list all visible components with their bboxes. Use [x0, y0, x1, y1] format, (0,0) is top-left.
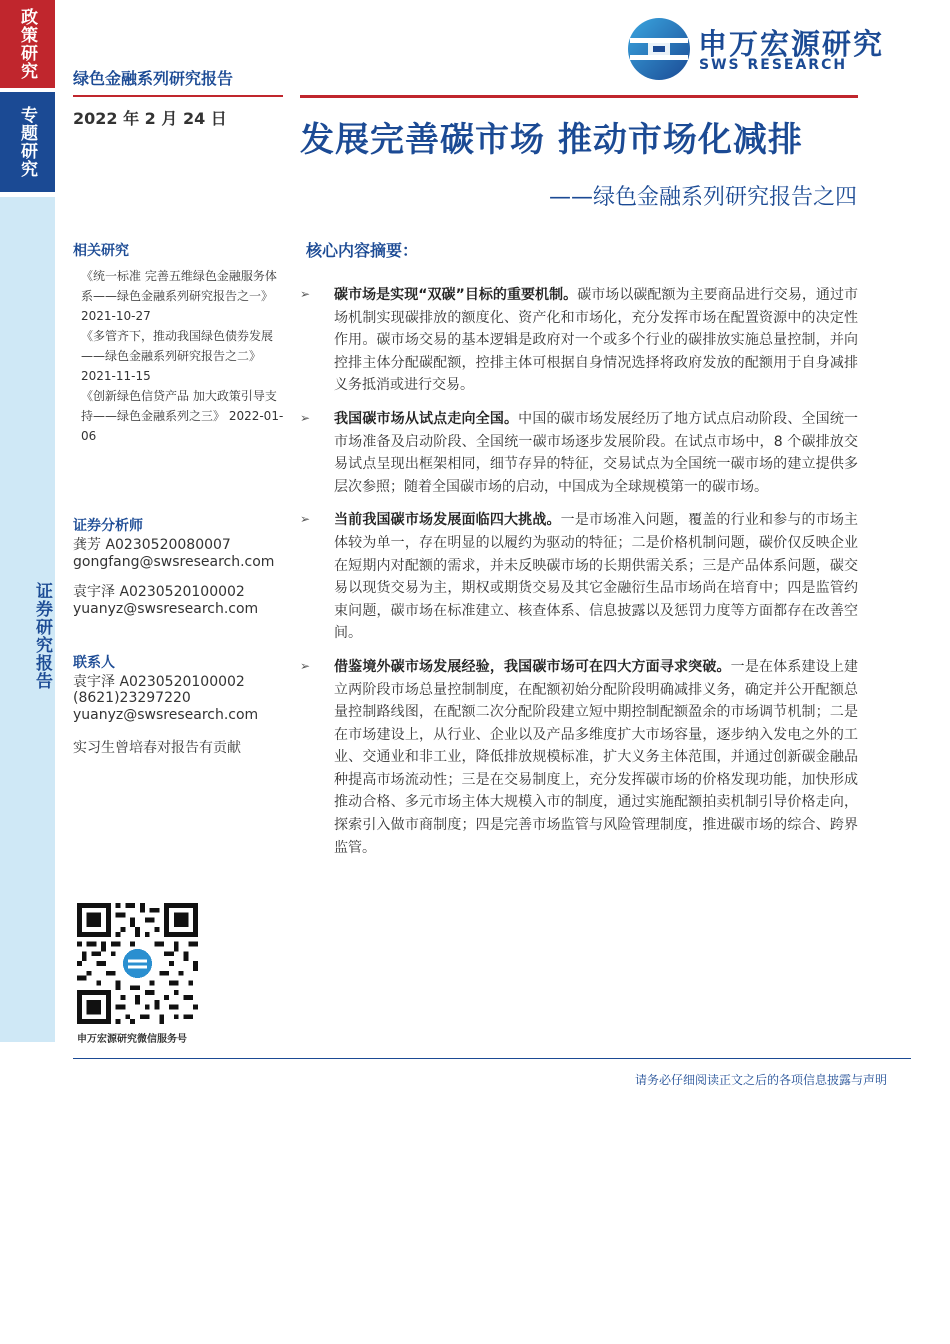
- related-research-heading: 相关研究: [73, 243, 129, 259]
- summary-bullet: [300, 408, 858, 498]
- summary-bullets: [300, 284, 858, 870]
- bullet-arrow-icon: ➢: [300, 512, 311, 527]
- bullet-arrow-icon: ➢: [300, 287, 311, 301]
- side-tab-securities-report: 证券研究报告: [0, 197, 55, 1042]
- logo-text-en: SWS RESEARCH: [699, 57, 848, 73]
- wechat-qr-code: [77, 903, 198, 1024]
- report-date: 2022 年 2 月 24 日: [73, 109, 227, 128]
- analyst-heading: 证券分析师: [73, 518, 143, 534]
- contact-phone: (8621)23297220: [73, 690, 191, 706]
- contact-email[interactable]: yuanyz@swsresearch.com: [73, 706, 259, 723]
- bullet-body: 碳市场以碳配额为主要商品进行交易，通过市场机制实现碳排放的额度化、资产化和市场化，充分发挥市场在配置资源中的决定性作用。碳市场交易的基本逻辑是政府对一个或多个行业的碳排放实施总量控制，并向控排主体分配碳配额，控排主体可根据自身情况选择将政府发放的配额用于自身减排义务抵消或进行交易。: [334, 287, 859, 394]
- related-item[interactable]: 《统一标准 完善五维绿色金融服务体系——绿色金融系列研究报告之一》 2021-10-27: [81, 269, 277, 323]
- summary-bullet: [300, 656, 858, 859]
- summary-bullet: [300, 509, 858, 645]
- logo-text-cn: 申万宏源研究: [698, 27, 885, 61]
- report-subtitle: ——绿色金融系列研究报告之四: [548, 185, 857, 210]
- contact-section: [73, 655, 293, 723]
- sws-logo: [626, 14, 888, 84]
- footer-divider: [73, 1058, 911, 1059]
- side-tab-special-research: 专题研究: [0, 92, 55, 192]
- bullet-arrow-icon: ➢: [300, 658, 311, 673]
- bullet-body: 中国的碳市场发展经历了地方试点启动阶段、全国统一市场准备及启动阶段、全国统一碳市场逐步发展阶段。在试点市场中，8 个碳排放交易试点呈现出框架相同，细节存异的特征，交易试点为全国统一碳市场的建立提供多层次参照；随着全国碳市场的启动，中国成为全球规模第一的碳市场。: [334, 410, 859, 495]
- series-title: 绿色金融系列研究报告: [73, 69, 234, 88]
- analyst-email[interactable]: gongfang@swsresearch.com: [73, 554, 275, 570]
- contact-heading: 联系人: [73, 655, 115, 671]
- analyst-section: [73, 518, 293, 618]
- report-title: 发展完善碳市场 推动市场化减排: [300, 120, 803, 160]
- disclaimer-text: 请务必仔细阅读正文之后的各项信息披露与声明: [634, 1073, 887, 1087]
- analyst-name-id: 龚芳 A0230520080007: [73, 537, 231, 553]
- bullet-lead: 我国碳市场从试点走向全国。: [334, 410, 519, 427]
- header-divider-left: [73, 95, 283, 97]
- summary-heading: 核心内容摘要：: [306, 241, 419, 260]
- bullet-body: 一是在体系建设上建立两阶段市场总量控制制度，在配额初始分配阶段明确减排义务，确定并公开配额总量控制路线图，在配额二次分配阶段建立短中期控制配额盈余的市场调节机制；二是在市场建设上，从行业、企业以及产品多维度扩大市场容量，逐步纳入发电之外的工业、交通业和非工业，降低排放规模标准，扩大义务主体范围，并通过创新碳金融品种提高市场流动性；三是在交易制度上，充分发挥碳市场的价格发现功能，加快形成推动合格、多元市场主体大规模入市的制度，通过实施配额拍卖机制引导价格走向，探索引入做市商制度；四是完善市场监管与风险管理制度，推进碳市场的综合、跨界监管。: [334, 658, 859, 856]
- bullet-arrow-icon: ➢: [300, 410, 311, 425]
- bullet-lead: 当前我国碳市场发展面临四大挑战。: [334, 512, 561, 529]
- qr-caption: 申万宏源研究微信服务号: [77, 1034, 187, 1045]
- bullet-lead: 碳市场是实现“双碳”目标的重要机制。: [334, 287, 578, 303]
- related-research: [73, 240, 288, 446]
- contact-name-id: 袁宇泽 A0230520100002: [73, 673, 245, 690]
- analyst-name-id: 袁宇泽 A0230520100002: [73, 584, 245, 600]
- sws-logo-icon: [626, 16, 692, 82]
- intern-note: 实习生曾培春对报告有贡献: [73, 740, 241, 756]
- bullet-lead: 借鉴境外碳市场发展经验，我国碳市场可在四大方面寻求突破。: [334, 658, 731, 675]
- related-item[interactable]: 《创新绿色信贷产品 加大政策引导支持——绿色金融系列之三》 2022-01-06: [81, 389, 284, 443]
- related-item[interactable]: 《多管齐下，推动我国绿色债券发展——绿色金融系列研究报告之二》 2021-11-15: [81, 329, 274, 383]
- bullet-body: 一是市场准入问题，覆盖的行业和参与的市场主体较为单一，存在明显的以履约为驱动的特征；二是价格机制问题，碳价仅反映企业在短期内对配额的需求，并未反映碳市场的长期供需关系；三是产品体系问题，碳交易以现货交易为主，期权或期货交易及其它金融衍生品市场尚在培育中；四是监管约束问题，碳市场在标准建立、核查体系、信息披露以及惩罚力度等方面都存在改善空间。: [334, 512, 859, 642]
- header-divider-right: [300, 95, 858, 98]
- side-tab-policy-research: 政策研究: [0, 0, 55, 88]
- analyst-email[interactable]: yuanyz@swsresearch.com: [73, 601, 259, 617]
- summary-bullet: [300, 284, 858, 397]
